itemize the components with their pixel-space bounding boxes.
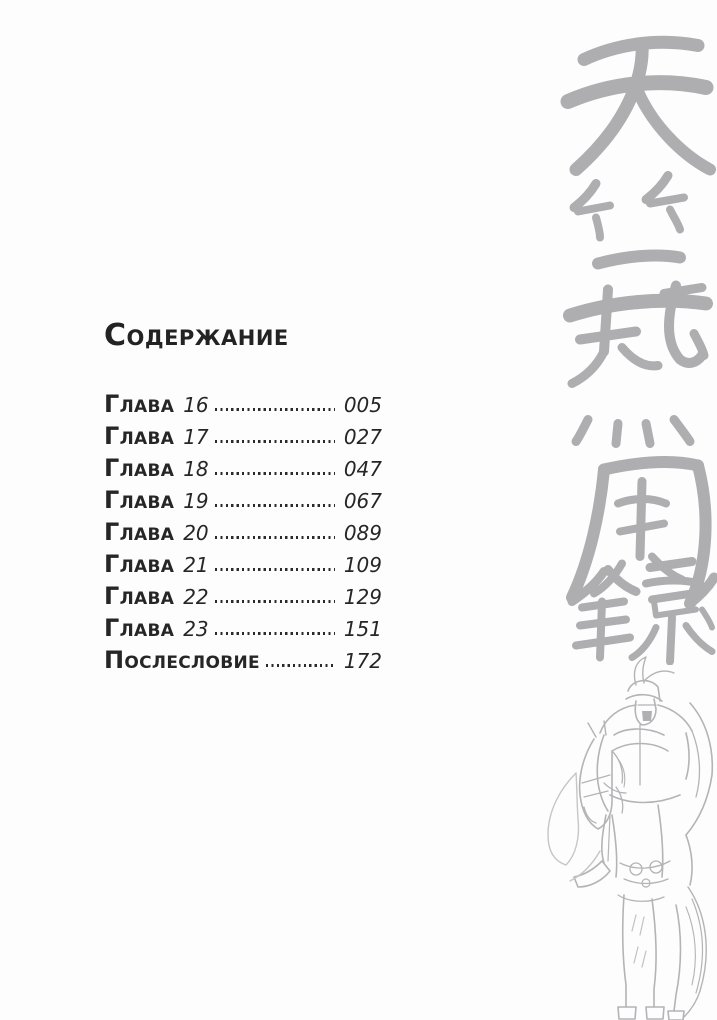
toc-row xyxy=(104,417,382,449)
toc-row xyxy=(104,641,382,673)
dot-leader xyxy=(215,504,335,507)
toc-entry-label: Глава xyxy=(104,485,175,514)
toc-entry-page: 151 xyxy=(343,617,382,641)
toc-block xyxy=(104,318,382,673)
dot-leader xyxy=(266,664,335,667)
toc-row xyxy=(104,577,382,609)
kanji-ten-icon xyxy=(568,42,710,169)
toc-entry-number: 21 xyxy=(183,553,209,577)
toc-row xyxy=(104,513,382,545)
toc-row xyxy=(104,481,382,513)
rider-cape xyxy=(686,703,712,885)
toc-entry-label: Глава xyxy=(104,389,175,418)
dot-leader xyxy=(215,536,335,539)
toc-entry-number: 19 xyxy=(183,489,209,513)
toc-entry-number: 20 xyxy=(183,521,209,545)
toc-entry-number: 17 xyxy=(183,425,209,449)
toc-entry-page: 089 xyxy=(343,521,382,545)
rider-figure xyxy=(574,657,692,887)
horse-shading-hatch xyxy=(632,915,646,967)
toc-entry-page: 027 xyxy=(343,425,382,449)
kanji-roku-icon xyxy=(572,562,712,662)
horse-figure xyxy=(580,721,707,1020)
toc-row xyxy=(104,449,382,481)
toc-entry-page: 067 xyxy=(343,489,382,513)
horseman-illustration xyxy=(540,655,717,1020)
dot-leader xyxy=(215,440,335,443)
toc-entry-number: 22 xyxy=(183,585,209,609)
toc-entry-number: 18 xyxy=(183,457,209,481)
toc-entry-page: 172 xyxy=(343,649,382,673)
toc-row xyxy=(104,609,382,641)
toc-entry-label: Глава xyxy=(104,549,175,578)
toc-list xyxy=(104,385,382,673)
dot-leader xyxy=(215,632,335,635)
calligraphy-title-art xyxy=(552,10,717,665)
cloth-drape xyxy=(548,773,600,881)
dot-leader xyxy=(215,600,335,603)
toc-entry-label: Глава xyxy=(104,453,175,482)
toc-entry-label: Глава xyxy=(104,421,175,450)
toc-entry-number: 16 xyxy=(183,393,209,417)
toc-row xyxy=(104,385,382,417)
page-title: Содержание xyxy=(104,318,289,353)
toc-row xyxy=(104,545,382,577)
toc-entry-label: Глава xyxy=(104,517,175,546)
toc-entry-page: 047 xyxy=(343,457,382,481)
toc-entry-label: Глава xyxy=(104,613,175,642)
toc-entry-page: 129 xyxy=(343,585,382,609)
toc-entry-number: 23 xyxy=(183,617,209,641)
toc-entry-label: Послесловие xyxy=(104,645,260,674)
dot-leader xyxy=(215,472,335,475)
kanji-netsu-icon xyxy=(572,286,704,444)
toc-entry-page: 109 xyxy=(343,553,382,577)
toc-entry-label: Глава xyxy=(104,581,175,610)
toc-entry-page: 005 xyxy=(343,393,382,417)
dot-leader xyxy=(215,408,335,411)
dot-leader xyxy=(215,568,335,571)
